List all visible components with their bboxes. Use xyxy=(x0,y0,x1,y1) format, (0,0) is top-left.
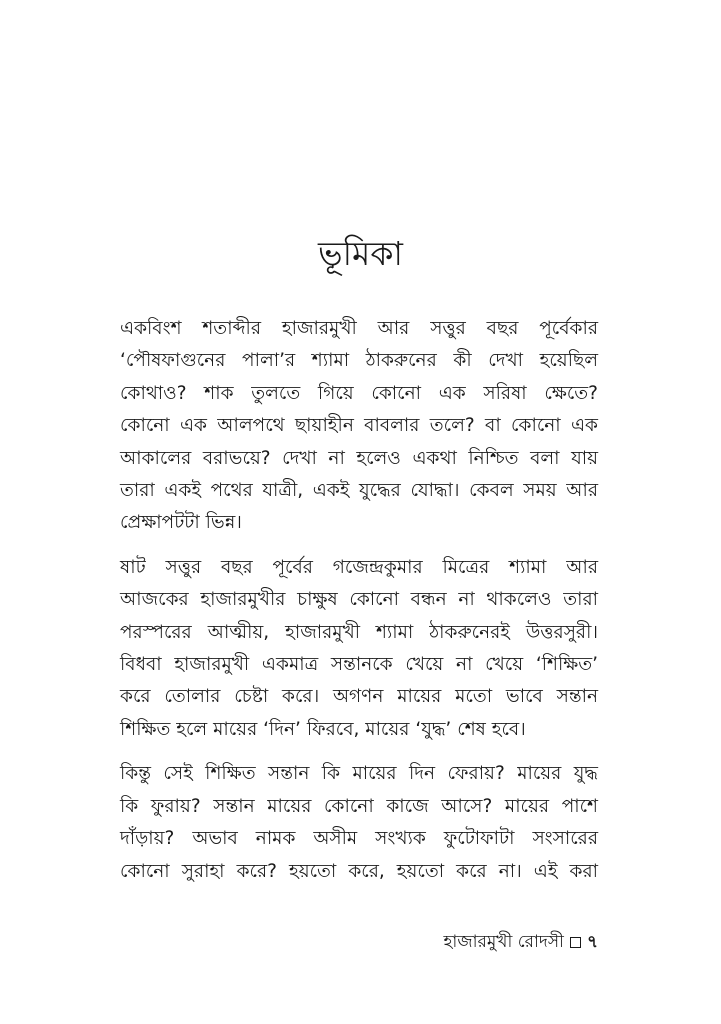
text-line: কিন্তু সেই শিক্ষিত সন্তান কি মায়ের দিন ফেরায়? মায়ের যুদ্ধ xyxy=(120,763,598,785)
text-line: কোথাও? শাক তুলতে গিয়ে কোনো এক সরিষা ক্ষেতে? xyxy=(120,382,598,404)
text-line: দাঁড়ায়? অভাব নামক অসীম সংখ্যক ফুটোফাটা সংসারের xyxy=(120,828,598,850)
text-line: আজকের হাজারমুখীর চাক্ষুষ কোনো বন্ধন না থাকলেও তারা xyxy=(120,589,598,611)
paragraph-1 xyxy=(120,313,598,540)
text-line: শিক্ষিত হলে মায়ের ‘দিন’ ফিরবে, মায়ের ‘যুদ্ধ’ শেষ হবে। xyxy=(120,718,526,740)
text-line: ষাট সত্তুর বছর পূর্বের গজেন্দ্রকুমার মিত্রের শ্যামা আর xyxy=(120,556,598,578)
text-line: করে তোলার চেষ্টা করে। অগণন মায়ের মতো ভাবে সন্তান xyxy=(120,686,598,708)
text-line: ‘পৌষফাগুনের পালা’র শ্যামা ঠাকরুনের কী দেখা হয়েছিল xyxy=(120,350,598,372)
text-line: আকালের বরাভয়ে? দেখা না হলেও একথা নিশ্চিত বলা যায় xyxy=(120,447,598,469)
page-number: ৭ xyxy=(586,932,598,952)
body-text xyxy=(120,313,598,900)
text-line: কোনো সুরাহা করে? হয়তো করে, হয়তো করে না। এই করা xyxy=(120,860,599,882)
text-line: তারা একই পথের যাত্রী, একই যুদ্ধের যোদ্ধা। কেবল সময় আর xyxy=(120,480,598,502)
paragraph-2 xyxy=(120,552,598,746)
text-line: পরস্পরের আত্মীয়, হাজারমুখী শ্যামা ঠাকরুনেরই উত্তরসুরী। xyxy=(120,621,598,643)
text-line: কি ফুরায়? সন্তান মায়ের কোনো কাজে আসে? মায়ের পাশে xyxy=(120,795,598,817)
page-footer xyxy=(444,930,599,954)
running-title: হাজারমুখী রোদসী xyxy=(443,932,564,952)
text-line: কোনো এক আলপথে ছায়াহীন বাবলার তলে? বা কোনো এক xyxy=(120,415,598,437)
text-line: একবিংশ শতাব্দীর হাজারমুখী আর সত্তুর বছর পূর্বেকার xyxy=(120,318,598,339)
page-title: ভূমিকা xyxy=(317,234,403,273)
text-line: প্রেক্ষাপটটা ভিন্ন। xyxy=(120,512,242,534)
text-line: বিধবা হাজারমুখী একমাত্র সন্তানকে খেয়ে না খেয়ে ‘শিক্ষিত’ xyxy=(120,654,598,676)
square-separator-icon xyxy=(570,937,581,948)
paragraph-3 xyxy=(120,758,598,888)
